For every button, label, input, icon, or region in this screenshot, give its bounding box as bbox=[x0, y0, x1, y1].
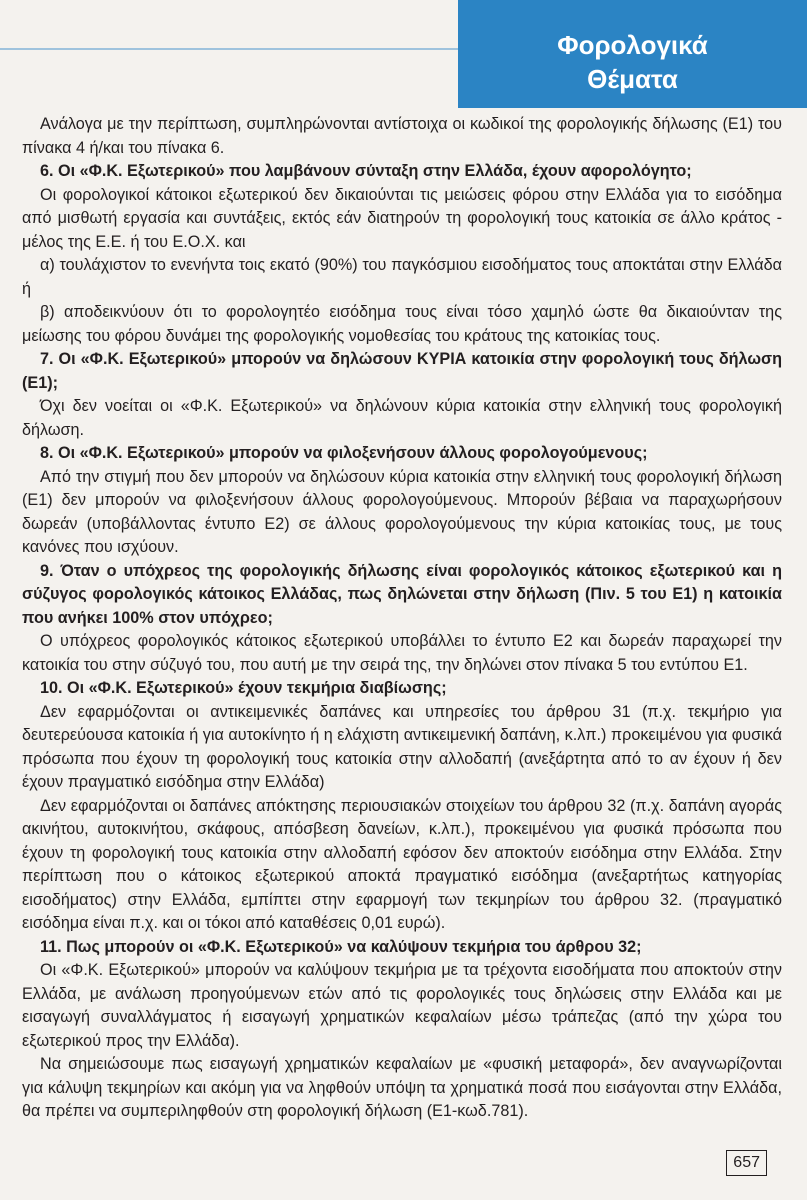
question-heading: 7. Οι «Φ.Κ. Εξωτερικού» μπορούν να δηλώσουν ΚΥΡΙΑ κατοικία στην φορολογική τους δήλωση (Ε1); bbox=[22, 350, 782, 392]
section-title-line1: Φορολογικά bbox=[557, 30, 708, 60]
paragraph: α) τουλάχιστον το ενενήντα τοις εκατό (90%) του παγκόσμιου εισοδήματος τους αποκτάται στην Ελλάδα ή bbox=[22, 256, 782, 298]
question-heading: 10. Οι «Φ.Κ. Εξωτερικού» έχουν τεκμήρια διαβίωσης; bbox=[40, 679, 447, 697]
question-heading: 6. Οι «Φ.Κ. Εξωτερικού» που λαμβάνουν σύνταξη στην Ελλάδα, έχουν αφορολόγητο; bbox=[40, 162, 692, 180]
question-heading: 8. Οι «Φ.Κ. Εξωτερικού» μπορούν να φιλοξενήσουν άλλους φορολογούμενους; bbox=[40, 444, 648, 462]
header-rule bbox=[0, 48, 460, 50]
paragraph: Ανάλογα με την περίπτωση, συμπληρώνονται αντίστοιχα οι κωδικοί της φορολογικής δήλωσης (Ε1) του πίνακα 4 ή/και του πίνακα 6. bbox=[22, 115, 782, 157]
paragraph: Οι φορολογικοί κάτοικοι εξωτερικού δεν δικαιούνται τις μειώσεις φόρου στην Ελλάδα για το εισόδημα από μισθωτή εργασία και συντάξεις, εκτός εάν διατηρούν τη φορολογική τους κατοικία σε άλλο κράτος - μέλος της Ε.Ε. ή του Ε.Ο.Χ. και bbox=[22, 185, 782, 251]
paragraph: Ο υπόχρεος φορολογικός κάτοικος εξωτερικού υποβάλλει το έντυπο Ε2 και δωρεάν παραχωρεί την κατοικία του στην σύζυγό του, που αυτή με την σειρά της, την δηλώνει στον πίνακα 5 του εντύπου Ε1. bbox=[22, 632, 782, 674]
paragraph: Δεν εφαρμόζονται οι αντικειμενικές δαπάνες και υπηρεσίες του άρθρου 31 (π.χ. τεκμήριο για δευτερεύουσα κατοικία ή για αυτοκίνητο ή η ελάχιστη αντικειμενική δαπάνη, κ.λπ.) προκειμένου για φυσικά πρόσωπα που έχουν τη φορολογική τους κατοικία στην αλλοδαπή (ανεξάρτητα από το αν έχουν ή δεν έχουν πραγματικό εισόδημα στην Ελλάδα) bbox=[22, 702, 782, 791]
page-body bbox=[22, 113, 782, 1124]
paragraph: Οι «Φ.Κ. Εξωτερικού» μπορούν να καλύψουν τεκμήρια με τα τρέχοντα εισοδήματα που αποκτούν στην Ελλάδα, με ανάλωση προηγούμενων ετών από τις φορολογικές τους δηλώσεις στην Ελλάδα και με εισαγωγή συναλλάγματος ή εισαγωγή χρηματικών κεφαλαίων μέσω τράπεζας (από την χώρα του εξωτερικού προς την Ελλάδα). bbox=[22, 961, 782, 1050]
paragraph: β) αποδεικνύουν ότι το φορολογητέο εισόδημα τους είναι τόσο χαμηλό ώστε θα δικαιούνταν της μείωσης του φόρου δυνάμει της φορολογικής νομοθεσίας του κράτους της κατοικίας τους. bbox=[22, 303, 782, 345]
paragraph: Όχι δεν νοείται οι «Φ.Κ. Εξωτερικού» να δηλώνουν κύρια κατοικία στην ελληνική τους φορολογική δήλωση. bbox=[22, 397, 782, 439]
page-number: 657 bbox=[726, 1150, 767, 1176]
question-heading: 11. Πως μπορούν οι «Φ.Κ. Εξωτερικού» να καλύψουν τεκμήρια του άρθρου 32; bbox=[40, 937, 642, 956]
section-header bbox=[458, 0, 807, 108]
paragraph: Δεν εφαρμόζονται οι δαπάνες απόκτησης περιουσιακών στοιχείων του άρθρου 32 (π.χ. δαπάνη αγοράς ακινήτου, αυτοκινήτου, σκάφους, απόσβεση δανείων, κ.λπ.), προκειμένου για φυσικά πρόσωπα που έχουν τη φορολογική τους κατοικία στην αλλοδαπή εφόσον δεν αποκτούν εισόδημα στην Ελλάδα. Στην περίπτωση που ο κάτοικος εξωτερικού αποκτά πραγματικό εισόδημα (ανεξαρτήτως κατηγορίας εισοδήματος) στην Ελλάδα, εμπίπτει στην εφαρμογή των τεκμηρίων του άρθρου 32. (πραγματικό εισόδημα είναι π.χ. και οι τόκοι από καταθέσεις 0,01 ευρώ). bbox=[22, 796, 782, 932]
section-title-line2: Θέματα bbox=[587, 64, 678, 94]
paragraph: Από την στιγμή που δεν μπορούν να δηλώσουν κύρια κατοικία στην ελληνική τους φορολογική δήλωση (Ε1) δεν μπορούν να φιλοξενήσουν άλλους φορολογούμενους. Μπορούν βέβαια να παραχωρήσουν δωρεάν (υποβάλλοντας έντυπο Ε2) σε άλλους φορολογούμενους την κύρια κατοικίας τους, με τους κανόνες που ισχύουν. bbox=[22, 467, 782, 556]
question-heading: 9. Όταν ο υπόχρεος της φορολογικής δήλωσης είναι φορολογικός κάτοικος εξωτερικού και η σύζυγος φορολογικός κάτοικος Ελλάδας, πως δηλώνεται στην δήλωση (Πιν. 5 του Ε1) η κατοικία που ανήκει 100% στον υπόχρεο; bbox=[22, 561, 782, 627]
paragraph: Να σημειώσουμε πως εισαγωγή χρηματικών κεφαλαίων με «φυσική μεταφορά», δεν αναγνωρίζονται για κάλυψη τεκμηρίων και ακόμη για να ληφθούν υπόψη τα χρηματικά ποσά που εισάγονται στην Ελλάδα, θα πρέπει να συμπεριληφθούν στη φορολογική δήλωση (Ε1-κωδ.781). bbox=[22, 1055, 782, 1120]
